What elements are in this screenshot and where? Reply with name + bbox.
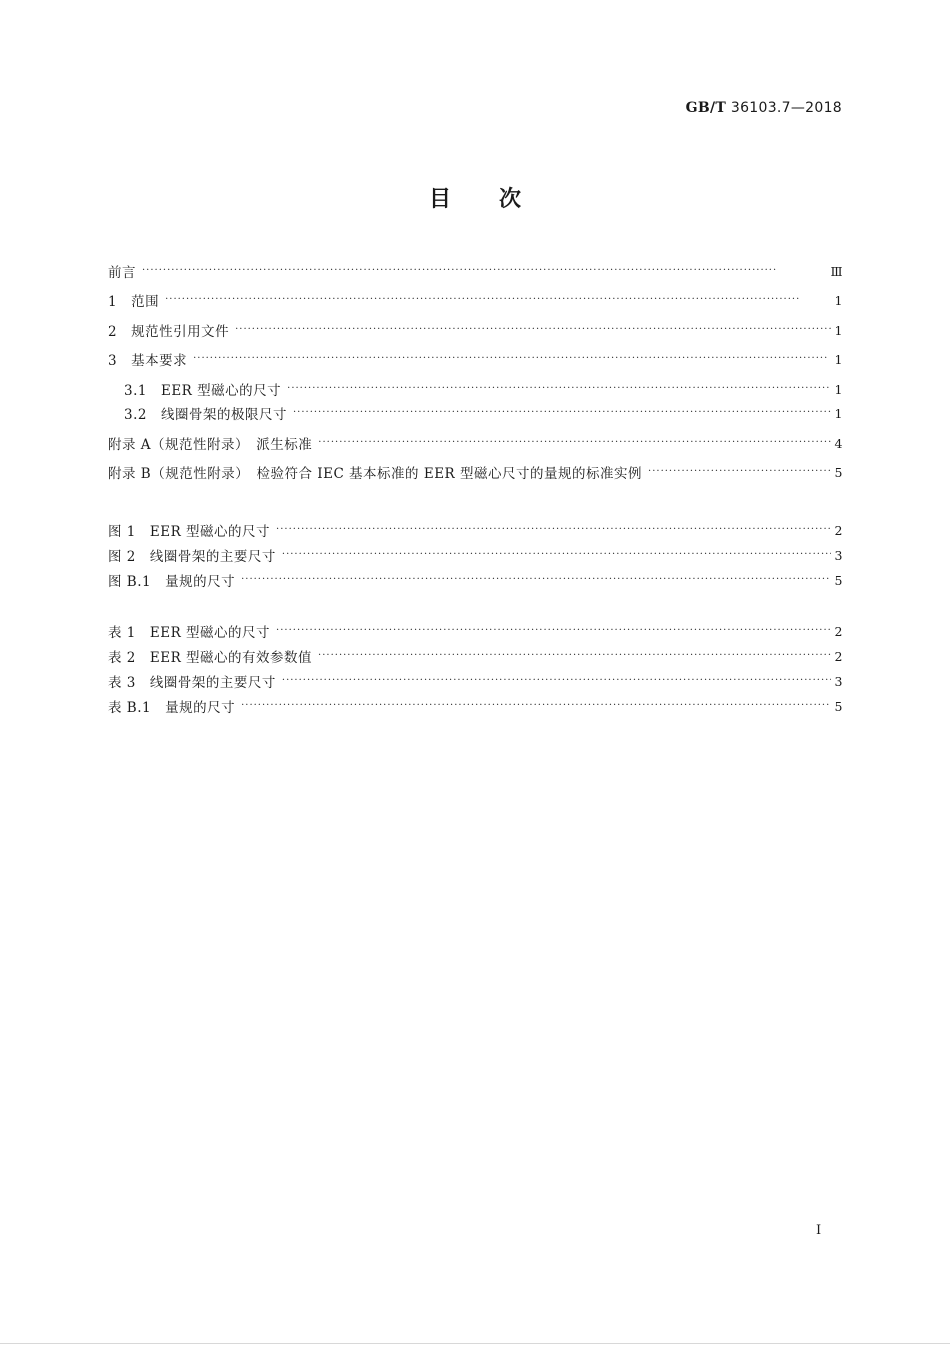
table-entry-2[interactable] [108,646,843,666]
standard-number: 36103.7—2018 [730,100,842,116]
toc-entry-page: 1 [834,405,843,421]
figure-entry-b1[interactable] [108,570,843,590]
leader-dots [241,696,830,716]
toc-entry-label: 3 基本要求 [108,353,188,369]
toc-entry-annex-a[interactable] [108,433,843,453]
table-entry-page: 3 [834,673,843,689]
leader-dots [282,671,831,691]
toc-entry-3-1[interactable] [124,379,843,399]
figure-entry-1[interactable] [108,520,843,540]
figure-entry-label: 图 B.1 量规的尺寸 [108,574,236,590]
toc-entry-scope[interactable] [108,290,843,310]
page-bottom-edge [0,1343,950,1344]
leader-dots [293,403,831,423]
table-entry-1[interactable] [108,621,843,641]
toc-entry-annex-b[interactable] [108,462,843,482]
toc-entry-normative-references[interactable] [108,320,843,340]
toc-entry-basic-requirements[interactable] [108,349,843,369]
toc-entry-label: 3.1 EER 型磁心的尺寸 [124,383,282,399]
table-entry-page: 2 [834,648,843,664]
standard-number-header [686,100,842,116]
leader-dots [241,570,830,590]
toc-entry-foreword[interactable] [108,261,843,281]
leader-dots [276,520,831,540]
figure-entry-page: 3 [834,547,843,563]
toc-entry-page: 1 [834,351,843,367]
figure-entry-page: 2 [834,522,843,538]
leader-dots [165,290,830,310]
table-entry-page: 5 [834,698,843,714]
page-number: I [816,1223,822,1238]
table-entry-b1[interactable] [108,696,843,716]
table-entry-label: 表 3 线圈骨架的主要尺寸 [108,675,276,691]
toc-entry-label: 前言 [108,265,136,281]
leader-dots [282,545,831,565]
table-entry-label: 表 2 EER 型磁心的有效参数值 [108,650,313,666]
table-entry-page: 2 [834,623,843,639]
toc-entry-page: 1 [834,292,843,308]
table-entry-3[interactable] [108,671,843,691]
toc-entry-page: 1 [834,322,843,338]
toc-entry-label: 2 规范性引用文件 [108,324,230,340]
figure-entry-label: 图 2 线圈骨架的主要尺寸 [108,549,276,565]
toc-entry-label: 附录 A（规范性附录） 派生标准 [108,437,313,453]
leader-dots [142,261,826,281]
page-title: 目次 [428,187,569,212]
leader-dots [318,646,831,666]
figure-entry-label: 图 1 EER 型磁心的尺寸 [108,524,271,540]
table-entry-label: 表 B.1 量规的尺寸 [108,700,236,716]
leader-dots [193,349,830,369]
toc-entry-page: 5 [834,464,843,480]
standard-prefix: GB/T [685,100,727,116]
figure-entry-page: 5 [834,572,843,588]
leader-dots [287,379,830,399]
toc-entry-label: 1 范围 [108,294,160,310]
toc-entry-3-2[interactable] [124,403,843,423]
toc-entry-page: Ⅲ [830,263,843,279]
leader-dots [235,320,830,340]
toc-entry-label: 3.2 线圈骨架的极限尺寸 [124,407,287,423]
leader-dots [276,621,831,641]
figure-entry-2[interactable] [108,545,843,565]
table-entry-label: 表 1 EER 型磁心的尺寸 [108,625,271,641]
toc-entry-page: 1 [834,381,843,397]
leader-dots [648,462,831,482]
leader-dots [318,433,830,453]
toc-entry-page: 4 [834,435,843,451]
toc-entry-label: 附录 B（规范性附录） 检验符合 IEC 基本标准的 EER 型磁心尺寸的量规的标准实例 [108,466,643,482]
